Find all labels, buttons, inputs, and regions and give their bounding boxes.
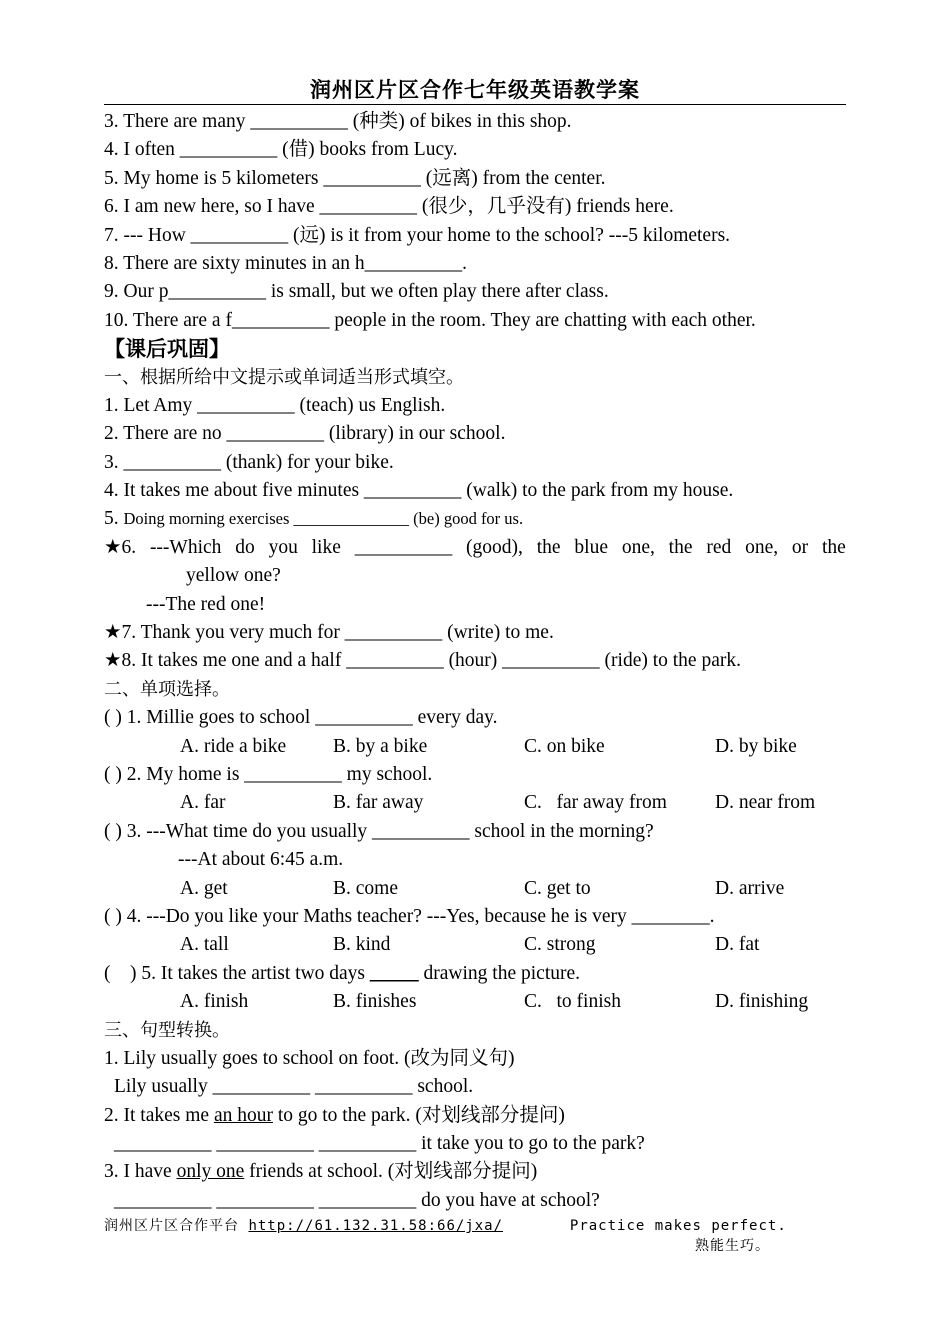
item6-word: (good), <box>466 536 523 558</box>
transform-3-after: friends at school. (对划线部分提问) <box>244 1161 538 1183</box>
part1-item-6 <box>104 534 846 562</box>
mc-options-3 <box>104 875 846 903</box>
option-b: B. come <box>333 877 398 899</box>
item6-word: you <box>268 536 298 558</box>
item6-word: like <box>311 536 341 558</box>
mc-options-2 <box>104 789 846 817</box>
transform-3 <box>104 1158 846 1186</box>
option-c: C. on bike <box>524 735 605 757</box>
option-d: D. finishing <box>715 991 809 1013</box>
pre-item-9: 9. Our p__________ is small, but we often play there after class. <box>104 281 609 303</box>
option-b: B. finishes <box>333 991 417 1013</box>
transform-1: 1. Lily usually goes to school on foot. (改为同义句) <box>104 1047 515 1069</box>
part1-item-5-number: 5. <box>104 508 119 530</box>
item6-word: do <box>235 536 255 558</box>
item6-word: or <box>791 536 809 558</box>
part1-item-4: 4. It takes me about five minutes __________ (walk) to the park from my house. <box>104 480 734 502</box>
option-b: B. kind <box>333 934 391 956</box>
pre-item-4: 4. I often __________ (借) books from Lucy. <box>104 139 458 161</box>
option-b: B. by a bike <box>333 735 428 757</box>
part1-item-5 <box>104 505 846 533</box>
footer-platform: 润州区片区合作平台 <box>104 1218 239 1234</box>
option-b: B. far away <box>333 792 424 814</box>
transform-1-answer: Lily usually __________ __________ school. <box>114 1076 474 1098</box>
part2-heading: 二、单项选择。 <box>104 678 230 700</box>
footer-motto-en: Practice makes perfect. <box>569 1218 787 1234</box>
transform-3-answer: __________ __________ __________ do you have at school? <box>114 1189 600 1211</box>
option-a: A. tall <box>180 934 229 956</box>
part1-item-8: ★8. It takes me one and a half __________ (hour) __________ (ride) to the park. <box>104 650 741 672</box>
option-c: C. to finish <box>524 991 621 1013</box>
part1-item-7: ★7. Thank you very much for __________ (write) to me. <box>104 622 554 644</box>
part1-item-6-answer: ---The red one! <box>146 593 266 615</box>
item6-word: blue <box>574 536 608 558</box>
option-a: A. ride a bike <box>180 735 287 757</box>
page-footer <box>104 1216 846 1256</box>
mc-question-5 <box>104 960 846 988</box>
option-c: C. get to <box>524 877 591 899</box>
transform-2-answer: __________ __________ __________ it take you to go to the park? <box>114 1133 645 1155</box>
q5-stem-after: drawing the picture. <box>418 962 581 984</box>
option-a: A. far <box>180 792 226 814</box>
part1-item-1: 1. Let Amy __________ (teach) us English. <box>104 394 446 416</box>
pre-item-6: 6. I am new here, so I have __________ (很少，几乎没有) friends here. <box>104 196 674 218</box>
item6-word: one, <box>621 536 655 558</box>
mc-options-4 <box>104 931 846 959</box>
item6-word: the <box>822 536 846 558</box>
option-d: D. arrive <box>715 877 785 899</box>
q5-stem-before: ( ) 5. It takes the artist two days <box>104 962 370 984</box>
item6-word: red <box>706 536 732 558</box>
option-c: C. far away from <box>524 792 667 814</box>
mc-question-2: ( ) 2. My home is __________ my school. <box>104 763 433 785</box>
option-d: D. fat <box>715 934 760 956</box>
worksheet-content <box>104 108 846 1215</box>
pre-item-5: 5. My home is 5 kilometers __________ (远离) from the center. <box>104 167 606 189</box>
item6-word: the <box>536 536 561 558</box>
mc-options-5 <box>104 988 846 1016</box>
transform-2-underlined: an hour <box>213 1104 273 1126</box>
page-title: 润州区片区合作七年级英语教学案 <box>310 78 640 102</box>
pre-item-8: 8. There are sixty minutes in an h__________. <box>104 252 468 274</box>
pre-item-7: 7. --- How __________ (远) is it from your home to the school? ---5 kilometers. <box>104 224 731 246</box>
mc-options-1 <box>104 733 846 761</box>
transform-2 <box>104 1102 846 1130</box>
part1-item-2: 2. There are no __________ (library) in our school. <box>104 423 506 445</box>
mc-question-3-answer: ---At about 6:45 a.m. <box>178 849 344 871</box>
option-c: C. strong <box>524 934 596 956</box>
transform-3-before: 3. I have <box>104 1161 177 1183</box>
item6-word: ---Which <box>149 536 222 558</box>
mc-question-4: ( ) 4. ---Do you like your Maths teacher? ---Yes, because he is very ________. <box>104 905 715 927</box>
option-d: D. by bike <box>715 735 797 757</box>
footer-url-link[interactable]: http://61.132.31.58:66/jxa/ <box>248 1218 504 1234</box>
part3-heading: 三、句型转换。 <box>104 1019 230 1041</box>
item6-word: one, <box>745 536 779 558</box>
q5-blank: _____ <box>369 962 419 984</box>
pre-item-3: 3. There are many __________ (种类) of bikes in this shop. <box>104 111 572 132</box>
option-a: A. get <box>180 877 228 899</box>
option-d: D. near from <box>715 792 816 814</box>
part1-heading: 一、根据所给中文提示或单词适当形式填空。 <box>104 366 464 388</box>
part1-item-6-continuation: yellow one? <box>186 565 281 587</box>
transform-2-after: to go to the park. (对划线部分提问) <box>272 1104 565 1126</box>
mc-question-3: ( ) 3. ---What time do you usually __________ school in the morning? <box>104 820 654 842</box>
option-a: A. finish <box>180 991 249 1013</box>
transform-3-underlined: only one <box>176 1161 245 1183</box>
item6-word: the <box>668 536 693 558</box>
pre-item-10: 10. There are a f__________ people in the room. They are chatting with each other. <box>104 309 756 331</box>
footer-motto-cn: 熟能生巧。 <box>695 1238 770 1254</box>
mc-question-1: ( ) 1. Millie goes to school __________ every day. <box>104 707 498 729</box>
item6-word: __________ <box>354 536 453 558</box>
part1-item-3: 3. __________ (thank) for your bike. <box>104 451 394 473</box>
page-header <box>104 74 846 105</box>
item6-word: ★6. <box>104 536 137 558</box>
part1-item-5-text: Doing morning exercises ______________ (be) good for us. <box>123 509 524 529</box>
after-class-heading: 【课后巩固】 <box>104 337 230 362</box>
transform-2-before: 2. It takes me <box>104 1104 214 1126</box>
